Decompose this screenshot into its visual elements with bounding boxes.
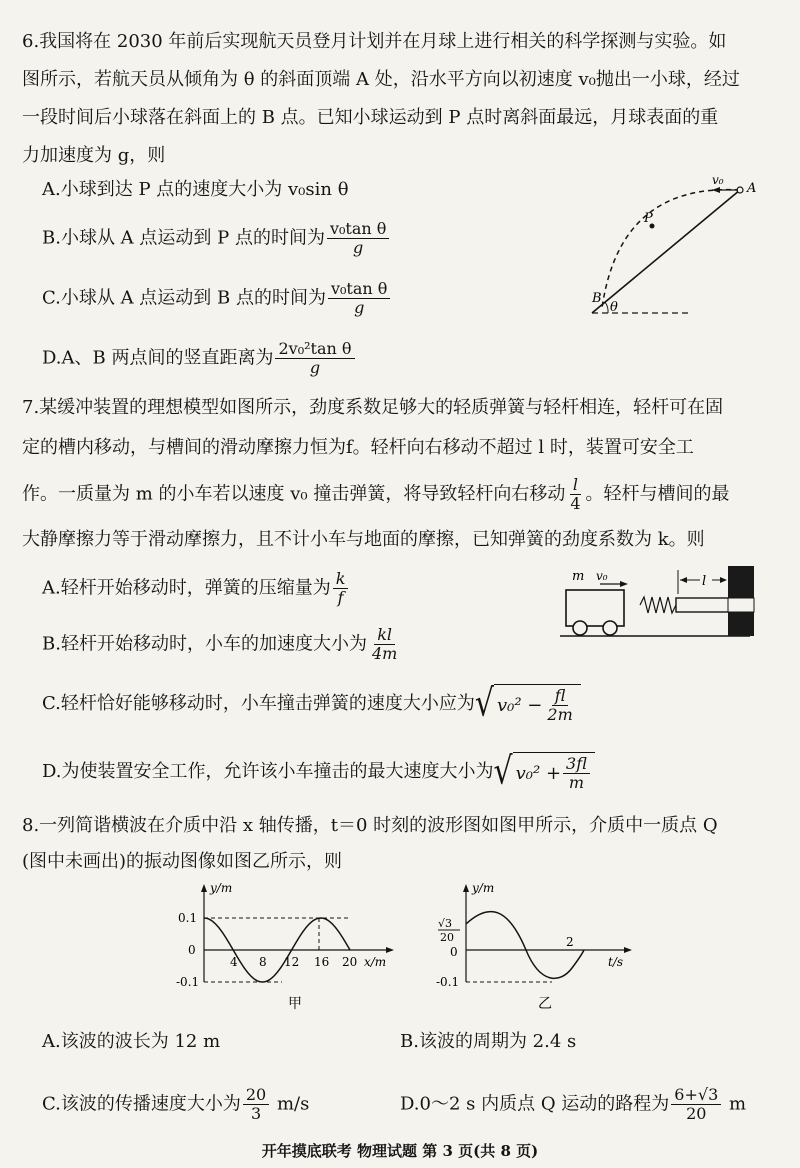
l-arrowhead-left xyxy=(680,577,687,583)
label-v0: v₀ xyxy=(712,173,724,187)
q6-option-c-num: v₀tan θ xyxy=(328,280,390,299)
angle-arc xyxy=(605,302,608,313)
q7-option-d-pre: v₀² + xyxy=(515,762,562,784)
q7-option-a-fraction xyxy=(333,570,349,607)
q6-stem-line-3: 一段时间后小球落在斜面上的 B 点。已知小球运动到 P 点时离斜面最远，月球表面的重 xyxy=(22,107,719,128)
jia-ytick-top: 0.1 xyxy=(178,911,198,925)
q6-stem-line-1: 6.我国将在 2030 年前后实现航天员登月计划并在月球上进行相关的科学探测与实验。如 xyxy=(22,31,727,52)
q8-option-d xyxy=(400,1086,746,1123)
jia-xtick-20: 20 xyxy=(342,955,358,969)
jia-xtick-12: 12 xyxy=(284,955,300,969)
q7-option-d-sqrt: √ v₀² + $\frac{3fl}{m}$ xyxy=(494,752,595,792)
q7-line3-post: 。轻杆与槽间的最 xyxy=(585,483,730,505)
q6-option-b-text: B.小球从 A 点运动到 P 点的时间为 xyxy=(42,227,325,249)
q8-option-c-num: 20 xyxy=(243,1086,269,1105)
q8-option-c-fraction xyxy=(243,1086,269,1123)
q7-option-c-pre: v₀² − xyxy=(496,694,543,716)
q8-stem-line-2: (图中未画出)的振动图像如图乙所示，则 xyxy=(22,851,343,872)
q7-buffer-figure xyxy=(560,560,785,642)
cart-wheel-right xyxy=(603,621,617,635)
jia-ytick-zero: 0 xyxy=(188,943,196,957)
yi-xlabel: t/s xyxy=(608,955,624,969)
velocity-arrowhead xyxy=(620,581,628,587)
label-m: m xyxy=(572,569,585,584)
q7-option-a-den: f xyxy=(337,588,344,607)
q6-option-d xyxy=(42,340,357,377)
q6-option-b-num: v₀tan θ xyxy=(327,220,389,239)
q7-option-c-den: 2m xyxy=(547,705,573,724)
q7-stem-line-1: 7.某缓冲装置的理想模型如图所示，劲度系数足够大的轻质弹簧与轻杆相连，轻杆可在固 xyxy=(22,397,724,418)
q7-line3-den: 4 xyxy=(570,494,581,513)
q7-option-b-den: 4m xyxy=(371,644,398,663)
q6-option-c-text: C.小球从 A 点运动到 B 点的时间为 xyxy=(42,287,326,309)
q7-option-c xyxy=(42,681,581,726)
q8-option-d-unit: m xyxy=(729,1093,747,1115)
jia-xtick-4: 4 xyxy=(230,955,238,969)
label-a: A xyxy=(747,181,757,196)
q8-option-c-unit: m/s xyxy=(276,1093,310,1115)
label-p: P xyxy=(644,211,653,226)
yi-ytick-zero: 0 xyxy=(450,945,458,959)
yi-xtick-2: 2 xyxy=(566,935,574,949)
yi-caption: 乙 xyxy=(538,996,552,1012)
q7-option-a-text: A.轻杆开始移动时，弹簧的压缩量为 xyxy=(42,577,331,599)
page-footer: 开年摸底联考 物理试题 第 3 页(共 8 页) xyxy=(261,1142,539,1160)
jia-ytick-bottom: -0.1 xyxy=(176,975,200,989)
q8-option-d-text: D.0～2 s 内质点 Q 运动的路程为 xyxy=(400,1093,670,1115)
q7-option-b-fraction xyxy=(369,626,400,663)
graph-yi xyxy=(432,880,642,1020)
l-arrowhead-right xyxy=(720,577,727,583)
q8-option-a: A.该波的波长为 12 m xyxy=(42,1031,221,1052)
q6-option-c-den: g xyxy=(354,298,365,317)
q7-option-c-text: C.轻杆恰好能够移动时，小车撞击弹簧的速度大小应为 xyxy=(42,693,475,714)
q8-option-d-fraction xyxy=(671,1086,721,1123)
q7-option-c-fraction xyxy=(544,687,575,724)
q6-option-d-fraction xyxy=(275,340,354,377)
q7-option-b xyxy=(42,626,402,663)
jia-y-arrowhead xyxy=(201,884,207,892)
label-l: l xyxy=(702,574,707,589)
q7-stem-line-3 xyxy=(22,476,730,513)
jia-ylabel: y/m xyxy=(210,881,233,895)
q7-line3-pre: 作。一质量为 m 的小车若以速度 v₀ 撞击弹簧，将导致轻杆向右移动 xyxy=(22,483,566,505)
slot-channel xyxy=(728,598,754,612)
q8-option-c-text: C.该波的传播速度大小为 xyxy=(42,1093,241,1115)
q6-option-b xyxy=(42,220,391,257)
q7-option-b-text: B.轻杆开始移动时，小车的加速度大小为 xyxy=(42,633,367,655)
q7-stem-line-4: 大静摩擦力等于滑动摩擦力，且不计小车与地面的摩擦，已知弹簧的劲度系数为 k。则 xyxy=(22,529,705,550)
q7-line3-num: l xyxy=(570,476,581,495)
q8-option-c-den: 3 xyxy=(250,1104,262,1123)
yi-ytick-bottom: -0.1 xyxy=(436,975,460,989)
q7-option-a xyxy=(42,570,350,607)
cart-wheel-left xyxy=(573,621,587,635)
yi-x-arrowhead xyxy=(624,947,632,953)
label-theta: θ xyxy=(610,300,618,315)
q7-option-c-num: fl xyxy=(552,687,569,706)
q8-option-b: B.该波的周期为 2.4 s xyxy=(400,1031,577,1052)
jia-x-arrowhead xyxy=(386,947,394,953)
spring xyxy=(640,597,676,613)
q8-option-c xyxy=(42,1086,309,1123)
q7-option-d-num: 3fl xyxy=(563,755,590,774)
q7-option-d-fraction xyxy=(563,755,590,792)
q6-incline-figure xyxy=(580,168,780,328)
q7-option-d-den: m xyxy=(568,773,585,792)
q7-option-c-sqrt: √ v₀² − $\frac{fl}{2m}$ xyxy=(475,684,581,724)
velocity-arrowhead xyxy=(712,187,720,193)
incline-line xyxy=(592,190,740,313)
q8-option-d-den: 20 xyxy=(686,1104,707,1123)
q7-option-b-num: kl xyxy=(374,626,395,645)
yi-ytick-top-den: 20 xyxy=(440,931,454,944)
q8-stem-line-1: 8.一列简谐横波在介质中沿 x 轴传播，t＝0 时刻的波形图如图甲所示，介质中一质点 Q xyxy=(22,815,718,836)
label-v0: v₀ xyxy=(596,569,608,583)
jia-xtick-8: 8 xyxy=(259,955,267,969)
q8-option-d-num: 6+√3 xyxy=(671,1086,721,1105)
q7-option-a-num: k xyxy=(333,570,349,589)
jia-caption: 甲 xyxy=(288,996,302,1012)
graph-jia xyxy=(176,880,406,1020)
q6-option-c-fraction xyxy=(328,280,390,317)
q7-line3-fraction xyxy=(567,476,583,513)
q6-option-d-text: D.A、B 两点间的竖直距离为 xyxy=(42,347,274,369)
label-b: B xyxy=(592,291,602,306)
q6-option-d-num: 2v₀²tan θ xyxy=(275,340,354,359)
q6-option-b-den: g xyxy=(353,238,364,257)
q6-option-d-den: g xyxy=(309,358,321,377)
q6-stem-line-4: 力加速度为 g，则 xyxy=(22,145,166,166)
yi-ylabel: y/m xyxy=(472,881,495,895)
q7-option-d xyxy=(42,749,595,794)
q6-stem-line-2: 图所示，若航天员从倾角为 θ 的斜面顶端 A 处，沿水平方向以初速度 v₀抛出一小球，经过 xyxy=(22,69,740,90)
yi-ytick-top-num: √3 xyxy=(438,917,453,930)
cart-body xyxy=(566,590,624,626)
q7-stem-line-2: 定的槽内移动，与槽间的滑动摩擦力恒为f。轻杆向右移动不超过 l 时，装置可安全工 xyxy=(22,437,694,458)
q7-option-d-text: D.为使装置安全工作，允许该小车撞击的最大速度大小为 xyxy=(42,761,494,782)
q6-option-c xyxy=(42,280,392,317)
q6-option-b-fraction xyxy=(327,220,389,257)
jia-xlabel: x/m xyxy=(364,955,387,969)
yi-y-arrowhead xyxy=(463,884,469,892)
q6-option-a: A.小球到达 P 点的速度大小为 v₀sin θ xyxy=(42,179,349,200)
jia-xtick-16: 16 xyxy=(314,955,330,969)
